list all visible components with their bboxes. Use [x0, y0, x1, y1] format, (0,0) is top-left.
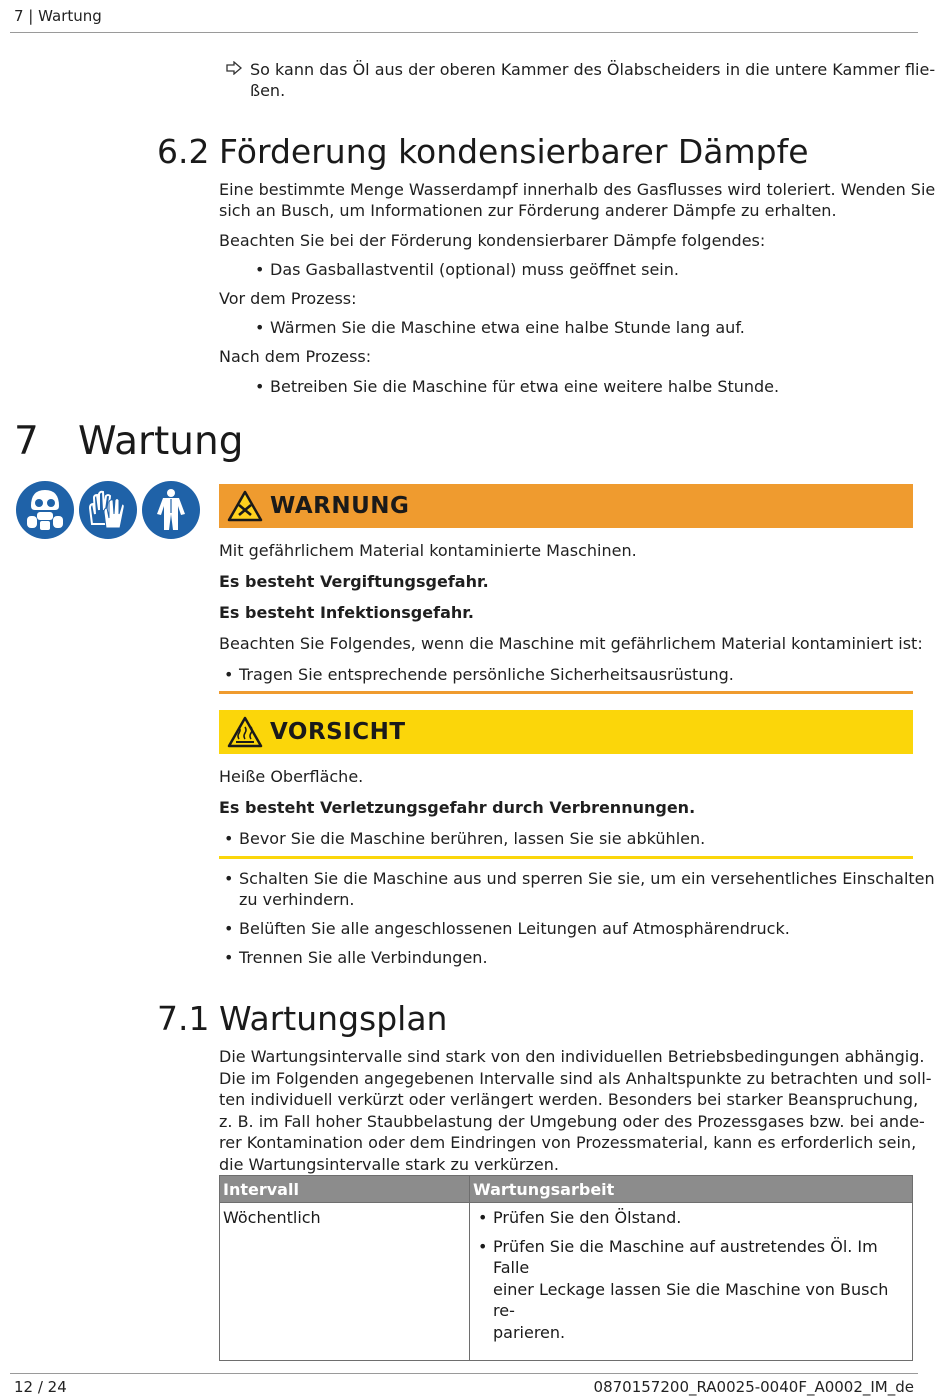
section-title: Wartungsplan — [219, 999, 448, 1038]
column-header-interval: Intervall — [220, 1176, 470, 1203]
list-item: • Bevor Sie die Maschine berühren, lassen Sie sie abkühlen. — [239, 828, 705, 850]
warning-text: Mit gefährlichem Material kontaminierte Maschinen. — [219, 541, 637, 560]
warning-banner — [219, 484, 913, 528]
warning-instruction: Beachten Sie Folgendes, wenn die Maschine mit gefährlichem Material kontaminiert ist: — [219, 634, 923, 653]
table-header-row — [220, 1176, 913, 1203]
caution-text: Heiße Oberfläche. — [219, 767, 364, 786]
arrow-right-icon — [226, 60, 242, 79]
paragraph-line: rer Kontamination oder dem Eindringen von Prozessmaterial, kann es erforderlich sein, — [219, 1133, 917, 1152]
section-number: 7.1 — [157, 999, 210, 1038]
list-item: • Das Gasballastventil (optional) muss geöffnet sein. — [270, 259, 679, 281]
document-id: 0870157200_RA0025-0040F_A0002_IM_de — [593, 1378, 914, 1396]
interval-cell: Wöchentlich — [220, 1203, 470, 1361]
task-list — [473, 1207, 909, 1356]
paragraph-line: die Wartungsintervalle stark zu verkürzen. — [219, 1155, 559, 1174]
caution-hazard: Es besteht Verletzungsgefahr durch Verbrennungen. — [219, 798, 696, 817]
task-text: Prüfen Sie die Maschine auf austretendes Öl. Im Falle — [493, 1236, 878, 1277]
paragraph-line: Eine bestimmte Menge Wasserdampf innerhalb des Gasflusses wird toleriert. Wenden Sie — [219, 180, 936, 199]
table-row — [220, 1203, 913, 1361]
toxic-hazard-icon — [227, 490, 263, 522]
list-item: • Tragen Sie entsprechende persönliche Sicherheitsausrüstung. — [239, 664, 734, 686]
paragraph-line: ten individuell verkürzt oder verlängert werden. Besonders bei starker Beanspruchung, — [219, 1090, 919, 1109]
gloves-icon — [78, 480, 138, 540]
section-number: 6.2 — [157, 132, 210, 171]
list-item: • Betreiben Sie die Maschine für etwa eine weitere halbe Stunde. — [270, 376, 779, 398]
warning-hazard: Es besteht Infektionsgefahr. — [219, 603, 474, 622]
task-text: parieren. — [493, 1322, 566, 1342]
warning-end-rule — [219, 691, 913, 694]
list-item: • Wärmen Sie die Maschine etwa eine halbe Stunde lang auf. — [270, 317, 745, 339]
paragraph-line: sich an Busch, um Informationen zur Förderung anderer Dämpfe zu erhalten. — [219, 201, 837, 220]
paragraph: Beachten Sie bei der Förderung kondensierbarer Dämpfe folgendes: — [219, 231, 766, 250]
page-number: 12 / 24 — [14, 1378, 67, 1396]
task-item — [493, 1236, 909, 1344]
caution-end-rule — [219, 856, 913, 859]
task-text: Prüfen Sie den Ölstand. — [493, 1208, 682, 1227]
list-item: • Schalten Sie die Maschine aus und sperren Sie sie, um ein versehentliches Einschalten — [239, 868, 935, 890]
list-item-cont: zu verhindern. — [239, 890, 355, 909]
task-text: einer Leckage lassen Sie die Maschine von Busch re- — [493, 1279, 889, 1320]
header-rule — [10, 32, 918, 33]
section-title: Förderung kondensierbarer Dämpfe — [219, 132, 809, 171]
caution-label: VORSICHT — [270, 719, 406, 745]
list-item: • Belüften Sie alle angeschlossenen Leitungen auf Atmosphärendruck. — [239, 918, 790, 940]
paragraph-line: z. B. im Fall hoher Staubbelastung der Umgebung oder des Prozessgases bzw. bei ande- — [219, 1112, 925, 1131]
column-header-task: Wartungsarbeit — [470, 1176, 913, 1203]
protective-suit-icon — [141, 480, 201, 540]
task-item — [493, 1207, 909, 1229]
intro-result-line-cont: ßen. — [250, 81, 286, 100]
warning-hazard: Es besteht Vergiftungsgefahr. — [219, 572, 489, 591]
paragraph: Nach dem Prozess: — [219, 347, 372, 366]
caution-banner — [219, 710, 913, 754]
warning-label: WARNUNG — [270, 493, 410, 519]
footer-rule — [10, 1373, 918, 1374]
list-item: • Trennen Sie alle Verbindungen. — [239, 947, 488, 969]
paragraph-line: Die Wartungsintervalle sind stark von den individuellen Betriebsbedingungen abhängig. — [219, 1047, 925, 1066]
respirator-icon — [15, 480, 75, 540]
chapter-number: 7 — [14, 419, 39, 464]
intro-result-line: So kann das Öl aus der oberen Kammer des Ölabscheiders in die untere Kammer flie- — [250, 60, 936, 79]
maintenance-table — [219, 1175, 913, 1361]
hot-surface-icon — [227, 716, 263, 748]
paragraph: Vor dem Prozess: — [219, 289, 357, 308]
task-cell — [470, 1203, 913, 1361]
chapter-title: Wartung — [78, 419, 244, 464]
running-header: 7 | Wartung — [14, 7, 102, 25]
paragraph-line: Die im Folgenden angegebenen Intervalle sind als Anhaltspunkte zu betrachten und soll- — [219, 1069, 932, 1088]
